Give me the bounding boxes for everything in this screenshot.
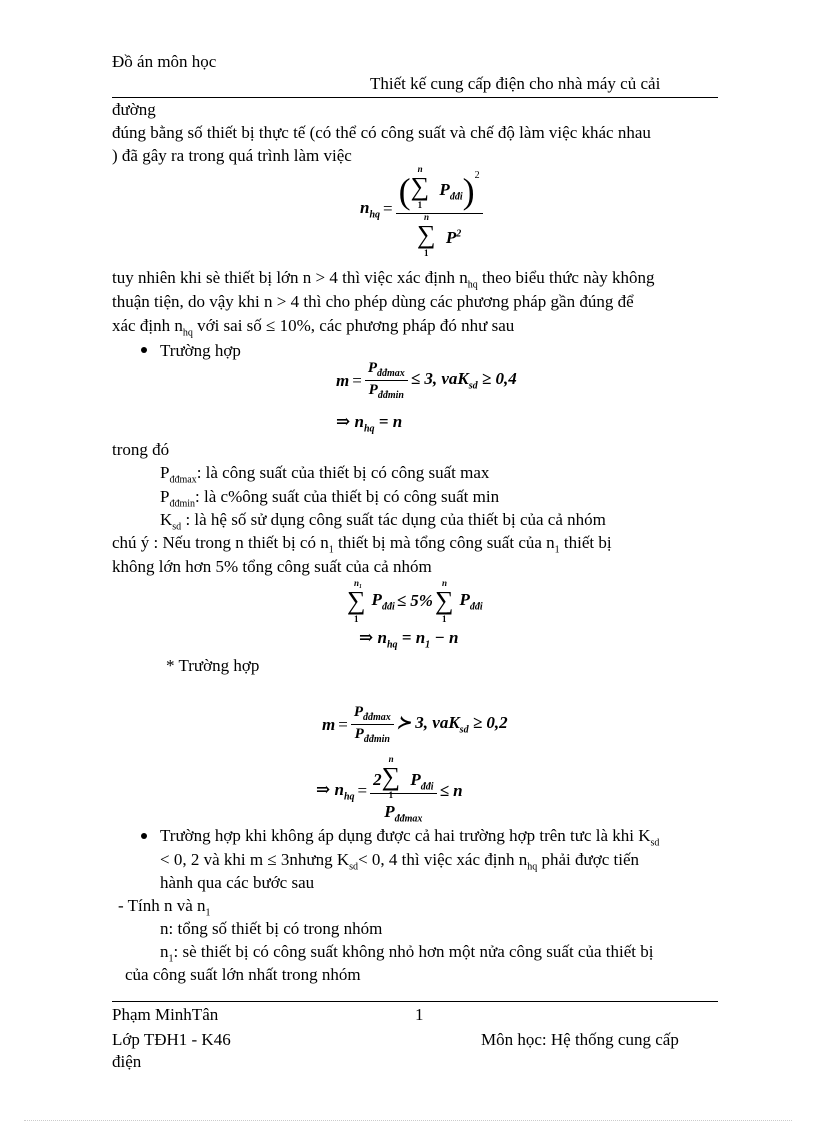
case-2-heading: * Trường hợp (166, 656, 260, 675)
text-line-4: tuy nhiên khi sè thiết bị lớn n > 4 thì việc xác định $n_{hq}$ theo biểu thức này không (112, 268, 655, 291)
note-line-2: không lớn hơn 5% tổng công suất của cả nhóm (112, 557, 432, 576)
footer-page-number: 1 (415, 1005, 424, 1024)
header-left: Đồ án môn học (112, 52, 217, 71)
bullet-icon (141, 347, 147, 353)
bullet-icon (141, 833, 147, 839)
text-trong-do: trong đó (112, 440, 170, 459)
def-pmax: $P_{đđmax}$: là công suất của thiết bị có công suất max (160, 463, 490, 486)
formula-nhq: $n_{hq}$ = (∑ n 1 $P_{đđi})^2$ ∑ n 1 $P^2$ (360, 170, 483, 248)
bullet-case-1: Trường hợp (160, 341, 241, 360)
def-ksd: $K_{sd}$ : là hệ số sử dụng công suất tác dụng của thiết bị của cả nhóm (160, 510, 606, 533)
footer-class: Lớp TĐH1 - K46 (112, 1030, 231, 1049)
step-4: của công suất lớn nhất trong nhóm (125, 965, 361, 984)
page-edge-divider (24, 1120, 792, 1121)
step-3: $n_1$: sè thiết bị có công suất không nhỏ hơn một nửa công suất của thiết bị (160, 942, 654, 965)
text-line-3: ) đã gây ra trong quá trình làm việc (112, 146, 352, 165)
text-line-1: đường (112, 100, 156, 119)
bullet-case-3-line-3: hành qua các bước sau (160, 873, 315, 892)
text-line-6: xác định $n_{hq}$ với sai số ≤ 10%, các phương pháp đó như sau (112, 316, 515, 339)
header-right: Thiết kế cung cấp điện cho nhà máy củ cải (370, 74, 661, 93)
bullet-case-3-line-2: < 0, 2 và khi m ≤ 3nhưng $K_{sd}< 0$, 4 thì việc xác định $n_{hq}$ phải được tiến (160, 850, 639, 873)
formula-nhq-eq-n: ⇒ $n_{hq} = n$ (336, 412, 403, 435)
bullet-case-3-line-1: Trường hợp khi không áp dụng được cả hai trường hợp trên tưc là khi $K_{sd}$ (160, 826, 660, 849)
note-line-1: chú ý : Nếu trong n thiết bị có $n_1$ thiết bị mà tổng công suất của $n_1$ thiết bị (112, 533, 612, 556)
formula-nhq-case2: ⇒ $n_{hq}$ = 2∑ n 1 $P_{đđi}$ $P_{đđmax}$ ≤ n (316, 754, 463, 825)
step-1: - Tính n và $n_1$ (118, 896, 211, 919)
formula-5-percent: ∑ n₁ 1 $P_{đđi}$ ≤ 5% ∑ n 1 $P_{đđi}$ (347, 578, 483, 624)
text-line-2: đúng bằng số thiết bị thực tế (có thể có công suất và chế độ làm việc khác nhau (112, 123, 651, 142)
footer-subject-cont: điện (112, 1052, 142, 1071)
text-line-5: thuận tiện, do vậy khi n > 4 thì cho phép dùng các phương pháp gần đúng để (112, 292, 634, 311)
step-2: n: tổng số thiết bị có trong nhóm (160, 919, 383, 938)
def-pmin: $P_{đđmin}$: là c%ông suất của thiết bị có công suất min (160, 487, 500, 510)
formula-m-case1: m = $\frac{P_{đđmax}}{P_{đđmin}}$ ≤ 3, vaK$_{sd}$ ≥ 0,4 (336, 360, 517, 401)
formula-m-case2: m = $\frac{P_{đđmax}}{P_{đđmin}}$ ≻ 3, vaK$_{sd}$ ≥ 0,2 (322, 704, 508, 745)
footer-rule (112, 1001, 718, 1002)
footer-subject: Môn học: Hệ thống cung cấp (481, 1030, 679, 1049)
header-rule (112, 97, 718, 98)
formula-nhq-n1-n: ⇒ $n_{hq} = n_1 - n$ (359, 628, 459, 651)
footer-author: Phạm MinhTân (112, 1005, 219, 1024)
